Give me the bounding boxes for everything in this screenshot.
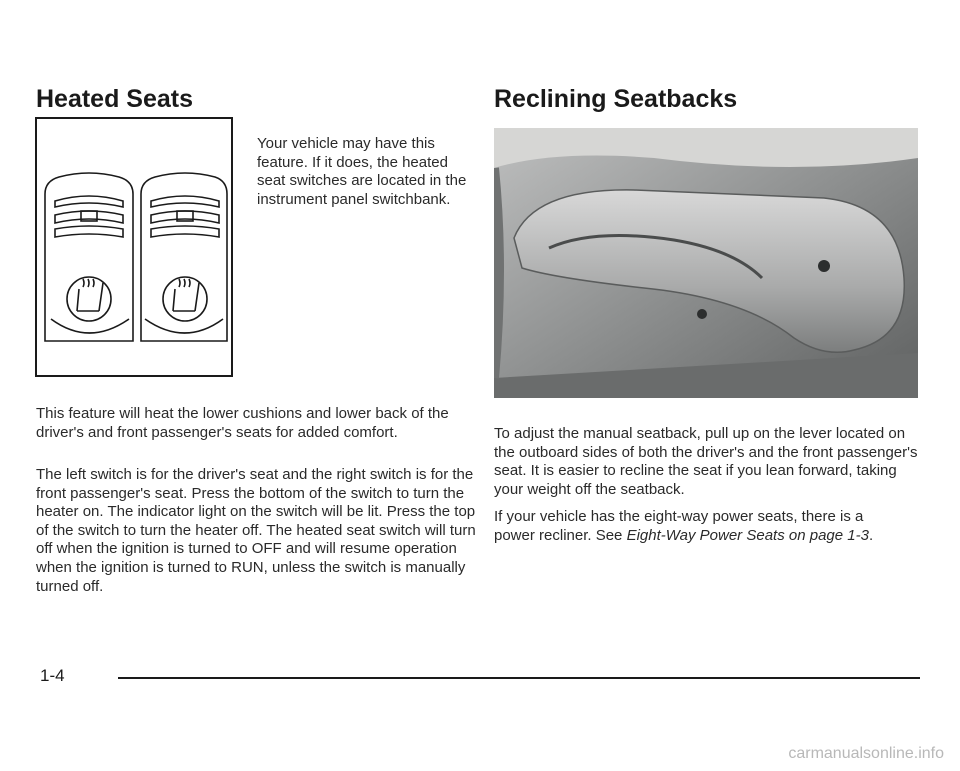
switchbank-drawing (37, 119, 231, 375)
footer-rule (118, 677, 920, 679)
lever-photo-drawing (494, 128, 918, 398)
para2-suffix: . (868, 526, 874, 544)
heated-seats-paragraph-1: This feature will heat the lower cushions and lower back of the driver's and front passenger's seats for added comfort. (36, 405, 449, 441)
heated-seats-intro: Your vehicle may have this feature. If it does, the heated seat switches are located in the instrument panel switchbank. (257, 135, 467, 208)
heated-seat-switch-illustration (35, 117, 233, 377)
heated-seats-paragraph-2: The left switch is for the driver's seat and the right switch is for the front passenger's seat. Press the bottom of the switch to turn the heater on. The indicator light on the switch will be lit. Press the top of the switch to turn the heater off. The heated seat switch will turn off when the ignition is turned to OFF and will resume operation when the ignition is turned to RUN, unless the switch is manually turned off. (36, 466, 476, 595)
watermark: carmanualsonline.info (788, 745, 944, 762)
heated-seats-heading: Heated Seats (36, 85, 194, 113)
seatback-lever-photo (494, 128, 918, 398)
reclining-seatbacks-paragraph-1: To adjust the manual seatback, pull up on the lever located on the outboard sides of both the driver's and the front passenger's seat. It is easier to recline the seat if you lean forward, taking your weight off the seatback. (494, 425, 918, 498)
reclining-seatbacks-paragraph-2 (494, 508, 894, 545)
para2-prefix: If your vehicle has the eight-way power seats, there is a power recliner. See (494, 508, 864, 544)
reclining-seatbacks-heading: Reclining Seatbacks (494, 85, 738, 113)
page-number: 1-4 (40, 666, 65, 685)
eight-way-power-seats-reference[interactable]: Eight-Way Power Seats on page 1-3 (626, 526, 869, 544)
